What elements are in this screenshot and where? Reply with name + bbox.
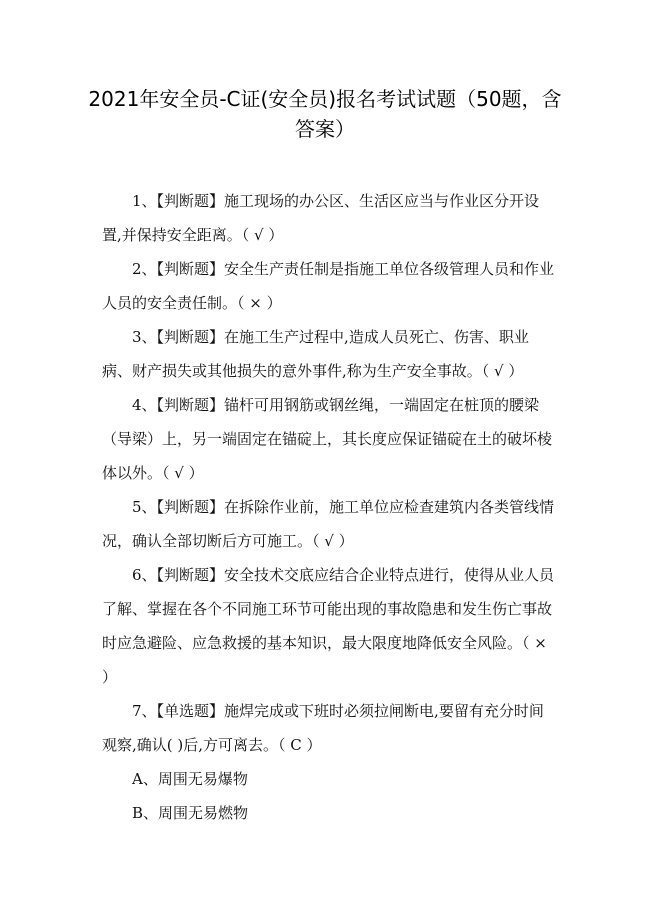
- question-list: [102, 184, 557, 830]
- question-7: 7、【单选题】施焊完成或下班时必须拉闸断电,要留有充分时间观察,确认( )后,方可离去。（ C ）: [102, 702, 544, 754]
- question-6: 6、【判断题】安全技术交底应结合企业特点进行，使得从业人员了解、掌握在各个不同施工环节可能出现的事故隐患和发生伤亡事故时应急避险、应急救援的基本知识，最大限度地降低安全风险。（ × ）: [102, 566, 555, 686]
- question-4: 4、【判断题】锚杆可用钢筋或钢丝绳，一端固定在桩顶的腰梁（导梁）上，另一端固定在锚碇上，其长度应保证锚碇在土的破坏棱体以外。（ √ ）: [102, 396, 553, 482]
- question-7-option-a: A、周围无易爆物: [132, 770, 248, 788]
- question-5: 5、【判断题】在拆除作业前，施工单位应检查建筑内各类管线情况，确认全部切断后方可施工。（ √ ）: [102, 498, 555, 550]
- document-title: 2021年安全员-C证(安全员)报名考试试题（50题，含答案）: [88, 87, 562, 141]
- question-7-option-b: B、周围无易燃物: [132, 804, 249, 822]
- question-1: 1、【判断题】施工现场的办公区、生活区应当与作业区分开设置,并保持安全距离。（ √ ）: [102, 192, 540, 244]
- question-2: 2、【判断题】安全生产责任制是指施工单位各级管理人员和作业人员的安全责任制。（ × ）: [102, 260, 555, 312]
- question-3: 3、【判断题】在施工生产过程中,造成人员死亡、伤害、职业病、财产损失或其他损失的意外事件,称为生产安全事故。（ √ ）: [102, 328, 529, 380]
